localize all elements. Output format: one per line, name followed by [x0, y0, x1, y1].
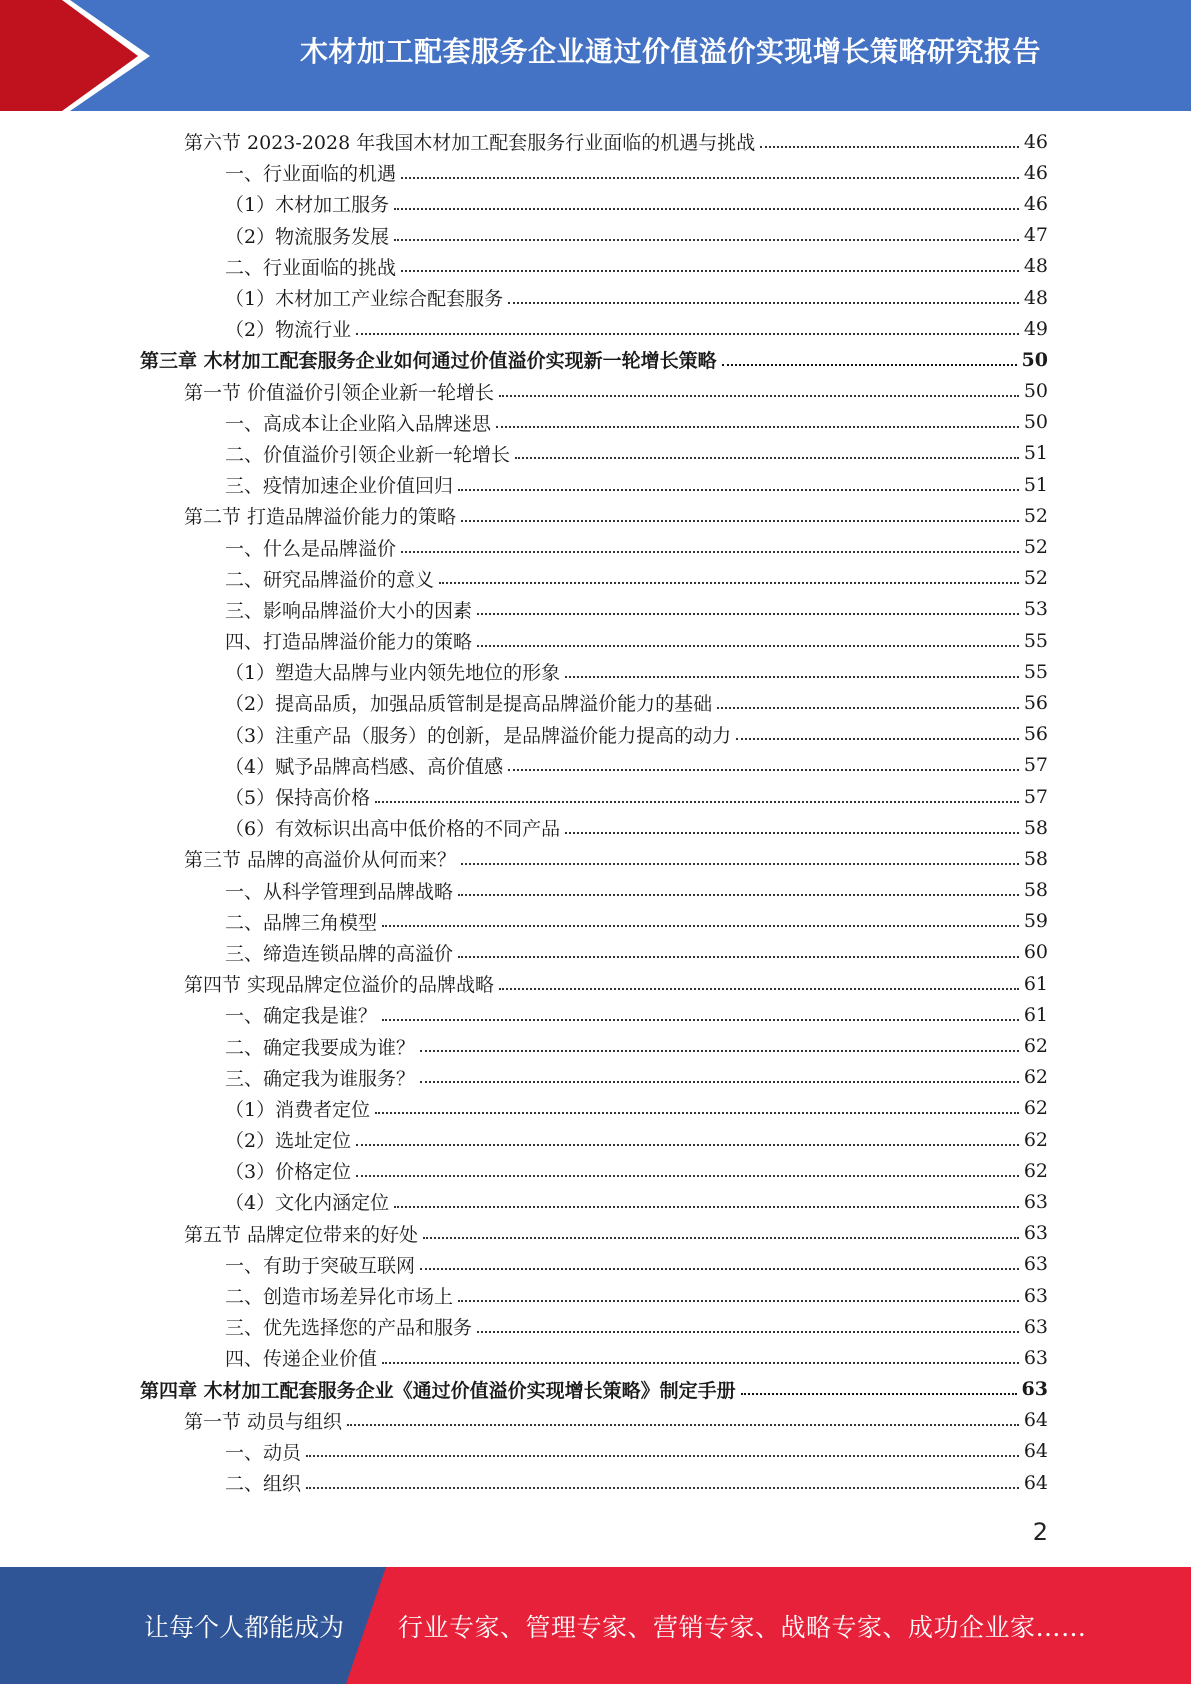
- page-header: [0, 0, 1191, 111]
- toc-entry-page: 57: [1023, 785, 1048, 808]
- toc-entry-label: （1）消费者定位: [225, 1098, 371, 1121]
- toc-entry-label: 第三章 木材加工配套服务企业如何通过价值溢价实现新一轮增长策略: [140, 350, 717, 373]
- toc-dot-leader: [477, 645, 1019, 647]
- toc-entry-label: 第四节 实现品牌定位溢价的品牌战略: [184, 974, 495, 997]
- toc-entry-page: 52: [1023, 567, 1048, 590]
- toc-entry-label: 三、疫情加速企业价值回归: [225, 475, 454, 498]
- toc-entry[interactable]: [140, 875, 1048, 906]
- toc-entry-page: 51: [1023, 473, 1048, 496]
- toc-dot-leader: [306, 1487, 1019, 1489]
- toc-entry[interactable]: [140, 1155, 1048, 1186]
- toc-entry-page: 58: [1023, 879, 1048, 902]
- toc-entry-label: （6）有效标识出高中低价格的不同产品: [225, 818, 561, 841]
- toc-entry-label: 第二节 打造品牌溢价能力的策略: [184, 506, 457, 529]
- toc-dot-leader: [401, 551, 1019, 553]
- toc-entry[interactable]: [140, 282, 1048, 313]
- toc-entry[interactable]: [140, 1467, 1048, 1498]
- toc-entry-label: 四、传递企业价值: [225, 1348, 378, 1371]
- toc-entry-label: （2）物流服务发展: [225, 225, 390, 248]
- toc-dot-leader: [420, 1081, 1019, 1083]
- toc-entry[interactable]: [140, 157, 1048, 188]
- toc-entry-page: 55: [1023, 660, 1048, 683]
- toc-entry-page: 49: [1023, 317, 1048, 340]
- toc-entry-label: 二、品牌三角模型: [225, 911, 378, 934]
- toc-entry-label: （1）木材加工服务: [225, 194, 390, 217]
- toc-dot-leader: [394, 239, 1019, 241]
- toc-entry-page: 62: [1023, 1128, 1048, 1151]
- toc-entry-label: （2）提高品质，加强品质管制是提高品牌溢价能力的基础: [225, 693, 713, 716]
- toc-entry-page: 64: [1023, 1440, 1048, 1463]
- toc-entry-label: 一、确定我是谁？: [225, 1005, 378, 1028]
- toc-entry-page: 61: [1023, 972, 1048, 995]
- toc-dot-leader: [356, 1144, 1019, 1146]
- toc-entry-label: 二、组织: [225, 1473, 302, 1496]
- toc-entry[interactable]: [140, 750, 1048, 781]
- table-of-contents: [140, 126, 1048, 1498]
- toc-entry-page: 53: [1023, 598, 1048, 621]
- toc-entry[interactable]: [140, 1093, 1048, 1124]
- toc-dot-leader: [461, 520, 1019, 522]
- toc-entry[interactable]: [140, 376, 1048, 407]
- toc-entry-page: 57: [1023, 754, 1048, 777]
- toc-dot-leader: [461, 863, 1019, 865]
- toc-entry-label: （4）文化内涵定位: [225, 1192, 390, 1215]
- toc-entry-page: 62: [1023, 1159, 1048, 1182]
- toc-entry-label: 四、打造品牌溢价能力的策略: [225, 631, 473, 654]
- toc-entry[interactable]: [140, 469, 1048, 500]
- toc-entry-label: 二、行业面临的挑战: [225, 256, 397, 279]
- toc-entry-page: 58: [1023, 816, 1048, 839]
- toc-entry-label: 三、影响品牌溢价大小的因素: [225, 599, 473, 622]
- toc-entry-label: 第一节 价值溢价引领企业新一轮增长: [184, 381, 495, 404]
- toc-entry-label: 一、从科学管理到品牌战略: [225, 880, 454, 903]
- toc-entry[interactable]: [140, 126, 1048, 157]
- toc-entry-label: 一、什么是品牌溢价: [225, 537, 397, 560]
- toc-entry[interactable]: [140, 563, 1048, 594]
- toc-entry[interactable]: [140, 1405, 1048, 1436]
- toc-dot-leader: [356, 333, 1019, 335]
- toc-entry[interactable]: [140, 906, 1048, 937]
- toc-dot-leader: [565, 676, 1019, 678]
- toc-dot-leader: [356, 1175, 1019, 1177]
- toc-entry[interactable]: [140, 812, 1048, 843]
- toc-entry-label: 二、确定我要成为谁？: [225, 1036, 416, 1059]
- toc-entry-label: （2）物流行业: [225, 319, 352, 342]
- toc-dot-leader: [347, 1424, 1019, 1426]
- toc-dot-leader: [499, 988, 1019, 990]
- toc-entry-label: 一、行业面临的机遇: [225, 163, 397, 186]
- toc-dot-leader: [508, 769, 1019, 771]
- toc-entry-page: 63: [1023, 1190, 1048, 1213]
- toc-entry-label: （1）塑造大品牌与业内领先地位的形象: [225, 662, 561, 685]
- toc-entry[interactable]: [140, 719, 1048, 750]
- toc-entry-label: 二、研究品牌溢价的意义: [225, 568, 435, 591]
- toc-entry[interactable]: [140, 1280, 1048, 1311]
- toc-entry-label: 第六节 2023-2028 年我国木材加工配套服务行业面临的机遇与挑战: [184, 132, 756, 155]
- toc-entry-page: 56: [1023, 691, 1048, 714]
- toc-dot-leader: [458, 956, 1019, 958]
- toc-entry-label: 一、动员: [225, 1441, 302, 1464]
- toc-dot-leader: [736, 738, 1019, 740]
- toc-entry-page: 51: [1023, 442, 1048, 465]
- toc-entry-page: 55: [1023, 629, 1048, 652]
- toc-entry[interactable]: [140, 1030, 1048, 1061]
- toc-dot-leader: [420, 1050, 1019, 1052]
- toc-entry-page: 62: [1023, 1035, 1048, 1058]
- toc-entry[interactable]: [140, 1374, 1048, 1405]
- toc-entry[interactable]: [140, 500, 1048, 531]
- toc-entry-label: （1）木材加工产业综合配套服务: [225, 288, 504, 311]
- toc-dot-leader: [515, 457, 1019, 459]
- toc-dot-leader: [477, 1331, 1019, 1333]
- toc-dot-leader: [477, 613, 1019, 615]
- toc-entry-label: 一、高成本让企业陷入品牌迷思: [225, 412, 492, 435]
- toc-entry[interactable]: [140, 1124, 1048, 1155]
- toc-dot-leader: [439, 582, 1019, 584]
- toc-entry[interactable]: [140, 1218, 1048, 1249]
- toc-entry[interactable]: [140, 1311, 1048, 1342]
- toc-entry[interactable]: [140, 1342, 1048, 1373]
- toc-entry-label: 一、有助于突破互联网: [225, 1254, 416, 1277]
- toc-entry-page: 63: [1023, 1222, 1048, 1245]
- toc-entry[interactable]: [140, 781, 1048, 812]
- toc-entry[interactable]: [140, 407, 1048, 438]
- toc-entry-label: （3）注重产品（服务）的创新，是品牌溢价能力提高的动力: [225, 724, 732, 747]
- toc-dot-leader: [382, 1362, 1019, 1364]
- toc-dot-leader: [717, 707, 1019, 709]
- toc-entry-label: 三、确定我为谁服务？: [225, 1067, 416, 1090]
- toc-entry-page: 61: [1023, 1003, 1048, 1026]
- toc-entry-label: 二、价值溢价引领企业新一轮增长: [225, 443, 511, 466]
- page-number: 2: [1032, 1518, 1048, 1546]
- toc-dot-leader: [458, 489, 1019, 491]
- toc-entry[interactable]: [140, 1436, 1048, 1467]
- toc-entry[interactable]: [140, 968, 1048, 999]
- toc-entry-page: 48: [1023, 255, 1048, 278]
- toc-entry[interactable]: [140, 1062, 1048, 1093]
- toc-entry-page: 46: [1023, 192, 1048, 215]
- toc-entry[interactable]: [140, 625, 1048, 656]
- toc-entry[interactable]: [140, 531, 1048, 562]
- toc-entry-label: 三、缔造连锁品牌的高溢价: [225, 942, 454, 965]
- toc-dot-leader: [423, 1237, 1019, 1239]
- toc-entry[interactable]: [140, 313, 1048, 344]
- toc-dot-leader: [722, 364, 1017, 366]
- toc-dot-leader: [508, 302, 1019, 304]
- toc-dot-leader: [458, 894, 1019, 896]
- toc-entry-page: 47: [1023, 224, 1048, 247]
- toc-entry[interactable]: [140, 220, 1048, 251]
- footer-slogan-left: 让每个人都能成为: [144, 1612, 345, 1642]
- toc-entry-page: 50: [1023, 380, 1048, 403]
- toc-dot-leader: [394, 208, 1019, 210]
- toc-dot-leader: [306, 1455, 1019, 1457]
- toc-dot-leader: [382, 1019, 1019, 1021]
- toc-dot-leader: [394, 1206, 1019, 1208]
- toc-dot-leader: [375, 801, 1019, 803]
- toc-entry-page: 50: [1021, 348, 1048, 371]
- toc-entry-label: 第三节 品牌的高溢价从何而来？: [184, 849, 457, 872]
- toc-entry-page: 52: [1023, 504, 1048, 527]
- toc-dot-leader: [496, 426, 1019, 428]
- toc-entry-label: 第五节 品牌定位带来的好处: [184, 1223, 419, 1246]
- toc-entry-label: （4）赋予品牌高档感、高价值感: [225, 755, 504, 778]
- toc-entry-label: 三、优先选择您的产品和服务: [225, 1317, 473, 1340]
- toc-entry-label: （2）选址定位: [225, 1130, 352, 1153]
- toc-dot-leader: [401, 270, 1019, 272]
- toc-entry[interactable]: [140, 188, 1048, 219]
- toc-dot-leader: [375, 1112, 1019, 1114]
- toc-dot-leader: [565, 832, 1019, 834]
- toc-entry-page: 64: [1023, 1471, 1048, 1494]
- toc-entry[interactable]: [140, 251, 1048, 282]
- toc-entry-page: 60: [1023, 941, 1048, 964]
- toc-entry-page: 63: [1023, 1315, 1048, 1338]
- toc-entry-page: 63: [1023, 1346, 1048, 1369]
- toc-entry-label: 第四章 木材加工配套服务企业《通过价值溢价实现增长策略》制定手册: [140, 1379, 736, 1402]
- toc-entry-page: 63: [1023, 1253, 1048, 1276]
- toc-entry-label: （5）保持高价格: [225, 787, 371, 810]
- toc-entry-page: 62: [1023, 1066, 1048, 1089]
- toc-dot-leader: [420, 1268, 1019, 1270]
- toc-entry-label: （3）价格定位: [225, 1161, 352, 1184]
- toc-entry-page: 62: [1023, 1097, 1048, 1120]
- toc-entry-label: 第一节 动员与组织: [184, 1410, 343, 1433]
- toc-entry[interactable]: [140, 843, 1048, 874]
- toc-dot-leader: [741, 1393, 1017, 1395]
- toc-entry-page: 64: [1023, 1409, 1048, 1432]
- toc-entry-page: 63: [1021, 1378, 1048, 1401]
- toc-entry[interactable]: [140, 1186, 1048, 1217]
- page-footer: [0, 1567, 1191, 1684]
- toc-entry[interactable]: [140, 1249, 1048, 1280]
- toc-entry[interactable]: [140, 656, 1048, 687]
- toc-entry[interactable]: [140, 344, 1048, 375]
- toc-dot-leader: [760, 146, 1019, 148]
- toc-entry[interactable]: [140, 687, 1048, 718]
- toc-dot-leader: [499, 395, 1019, 397]
- toc-entry[interactable]: [140, 594, 1048, 625]
- document-title: 木材加工配套服务企业通过价值溢价实现增长策略研究报告: [299, 35, 1041, 68]
- toc-entry[interactable]: [140, 937, 1048, 968]
- toc-entry-page: 48: [1023, 286, 1048, 309]
- toc-entry-page: 52: [1023, 536, 1048, 559]
- toc-dot-leader: [458, 1300, 1019, 1302]
- toc-entry[interactable]: [140, 999, 1048, 1030]
- toc-dot-leader: [382, 925, 1019, 927]
- toc-entry-page: 46: [1023, 130, 1048, 153]
- toc-entry-label: 二、创造市场差异化市场上: [225, 1286, 454, 1309]
- toc-dot-leader: [401, 177, 1019, 179]
- toc-entry-page: 50: [1023, 411, 1048, 434]
- toc-entry-page: 46: [1023, 161, 1048, 184]
- footer-slogan-right: 行业专家、管理专家、营销专家、战略专家、成功企业家……: [398, 1612, 1087, 1642]
- toc-entry-page: 63: [1023, 1284, 1048, 1307]
- toc-entry-page: 59: [1023, 910, 1048, 933]
- toc-entry-page: 58: [1023, 847, 1048, 870]
- toc-entry-page: 56: [1023, 723, 1048, 746]
- toc-entry[interactable]: [140, 438, 1048, 469]
